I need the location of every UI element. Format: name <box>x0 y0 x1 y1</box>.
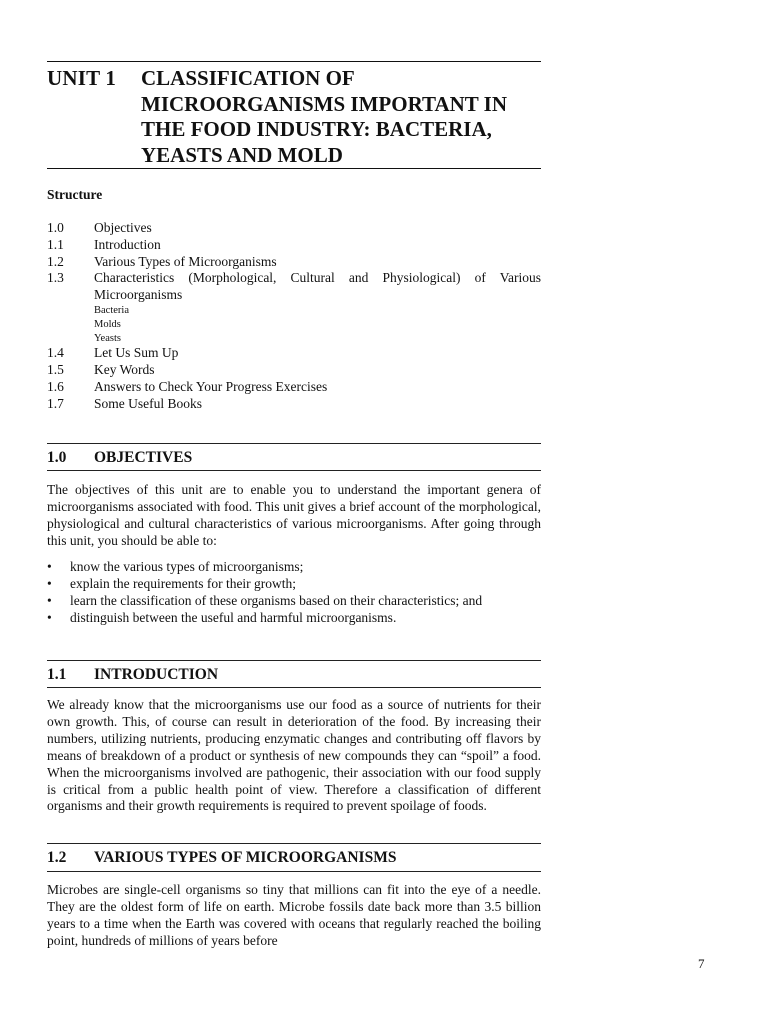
toc-item <box>47 379 541 396</box>
toc-item-number: 1.6 <box>47 378 64 394</box>
section-title: VARIOUS TYPES OF MICROORGANISMS <box>94 849 397 866</box>
section-number: 1.1 <box>47 666 67 683</box>
toc-item <box>47 237 541 254</box>
toc-item-number: 1.1 <box>47 236 64 252</box>
list-item-text: learn the classification of these organisms based on their characteristics; and <box>70 592 483 608</box>
list-item <box>47 610 541 627</box>
toc-item-number: 1.5 <box>47 362 64 378</box>
toc-item <box>47 345 541 362</box>
toc-item-number: 1.4 <box>47 345 64 361</box>
toc-item-text: Answers to Check Your Progress Exercises <box>94 378 328 394</box>
objectives-paragraph: The objectives of this unit are to enable you to understand the important genera of microorganisms associated with food. This unit gives a brief account of the morphological, physiological and cultural characteristics of various microorganisms. After going through this unit, you should be able to: <box>47 482 541 548</box>
list-item-text: know the various types of microorganisms; <box>70 559 304 574</box>
section-title: OBJECTIVES <box>94 449 193 466</box>
introduction-paragraph: We already know that the microorganisms use our food as a source of nutrients for their own growth. This, of course can result in deterioration of the food. By increasing their numbers, utilizing nutrients, producing enzymatic changes and contributing off flavors by means of breakdown of a product or synthesis of new compounds they can “spoil” a food. When the microorganisms involved are pathogenic, their association with our food supply is critical from a public health point of view. Therefore a classification of different organisms and their growth requirements is required to prevent spoilage of foods. <box>47 697 541 814</box>
section-rule <box>47 687 541 688</box>
section-heading-objectives <box>47 449 192 467</box>
section-number: 1.2 <box>47 849 67 866</box>
list-item-text: explain the requirements for their growth; <box>70 575 297 591</box>
section-rule <box>47 470 541 471</box>
toc-item <box>47 220 541 237</box>
toc-item-text: Key Words <box>94 362 155 378</box>
bullet-icon: • <box>47 559 52 574</box>
toc-item <box>47 362 541 379</box>
toc-item <box>47 396 541 413</box>
title-top-rule <box>47 61 541 62</box>
toc-item <box>47 254 541 271</box>
toc-item-text: Let Us Sum Up <box>94 345 179 361</box>
section-title: INTRODUCTION <box>94 666 219 683</box>
types-paragraph: Microbes are single-cell organisms so tiny that millions can fit into the eye of a needle. They are the oldest form of life on earth. Microbe fossils date back more than 3.5 billion years to a time when the Earth was covered with oceans that regularly reached the boiling point, hundreds of millions of years before <box>47 882 541 948</box>
toc-subitem: Yeasts <box>94 332 121 344</box>
section-rule <box>47 843 541 844</box>
structure-heading: Structure <box>47 187 103 202</box>
section-rule <box>47 443 541 444</box>
section-heading-types <box>47 849 396 867</box>
toc-item-number: 1.0 <box>47 220 64 235</box>
toc-item <box>47 270 541 304</box>
page-number: 7 <box>698 956 705 971</box>
toc-item-text: Some Useful Books <box>94 395 202 411</box>
section-heading-introduction <box>47 666 218 684</box>
unit-label: UNIT 1 <box>47 66 117 90</box>
toc-item-number: 1.7 <box>47 395 64 411</box>
toc-item-number: 1.3 <box>47 270 64 286</box>
table-of-contents <box>47 220 541 413</box>
list-item <box>47 576 541 593</box>
toc-item-text: Introduction <box>94 236 161 252</box>
bullet-icon: • <box>47 592 52 608</box>
title-bottom-rule <box>47 168 541 169</box>
section-rule <box>47 871 541 872</box>
list-item <box>47 593 541 610</box>
objectives-list <box>47 559 541 627</box>
bullet-icon: • <box>47 609 52 625</box>
toc-subitem: Molds <box>94 318 121 330</box>
section-rule <box>47 660 541 661</box>
toc-subitem: Bacteria <box>94 304 129 316</box>
toc-item-text: Objectives <box>94 220 152 235</box>
toc-item-text: Various Types of Microorganisms <box>94 253 277 269</box>
unit-title: CLASSIFICATION OF MICROORGANISMS IMPORTANT IN THE FOOD INDUSTRY: BACTERIA, YEASTS AND MOLD <box>141 66 508 167</box>
list-item <box>47 559 541 576</box>
toc-item-text: Characteristics (Morphological, Cultural and Physiological) of Various Microorganisms <box>94 270 541 303</box>
list-item-text: distinguish between the useful and harmful microorganisms. <box>70 609 397 625</box>
bullet-icon: • <box>47 575 52 591</box>
section-number: 1.0 <box>47 449 67 466</box>
toc-item-number: 1.2 <box>47 253 64 269</box>
